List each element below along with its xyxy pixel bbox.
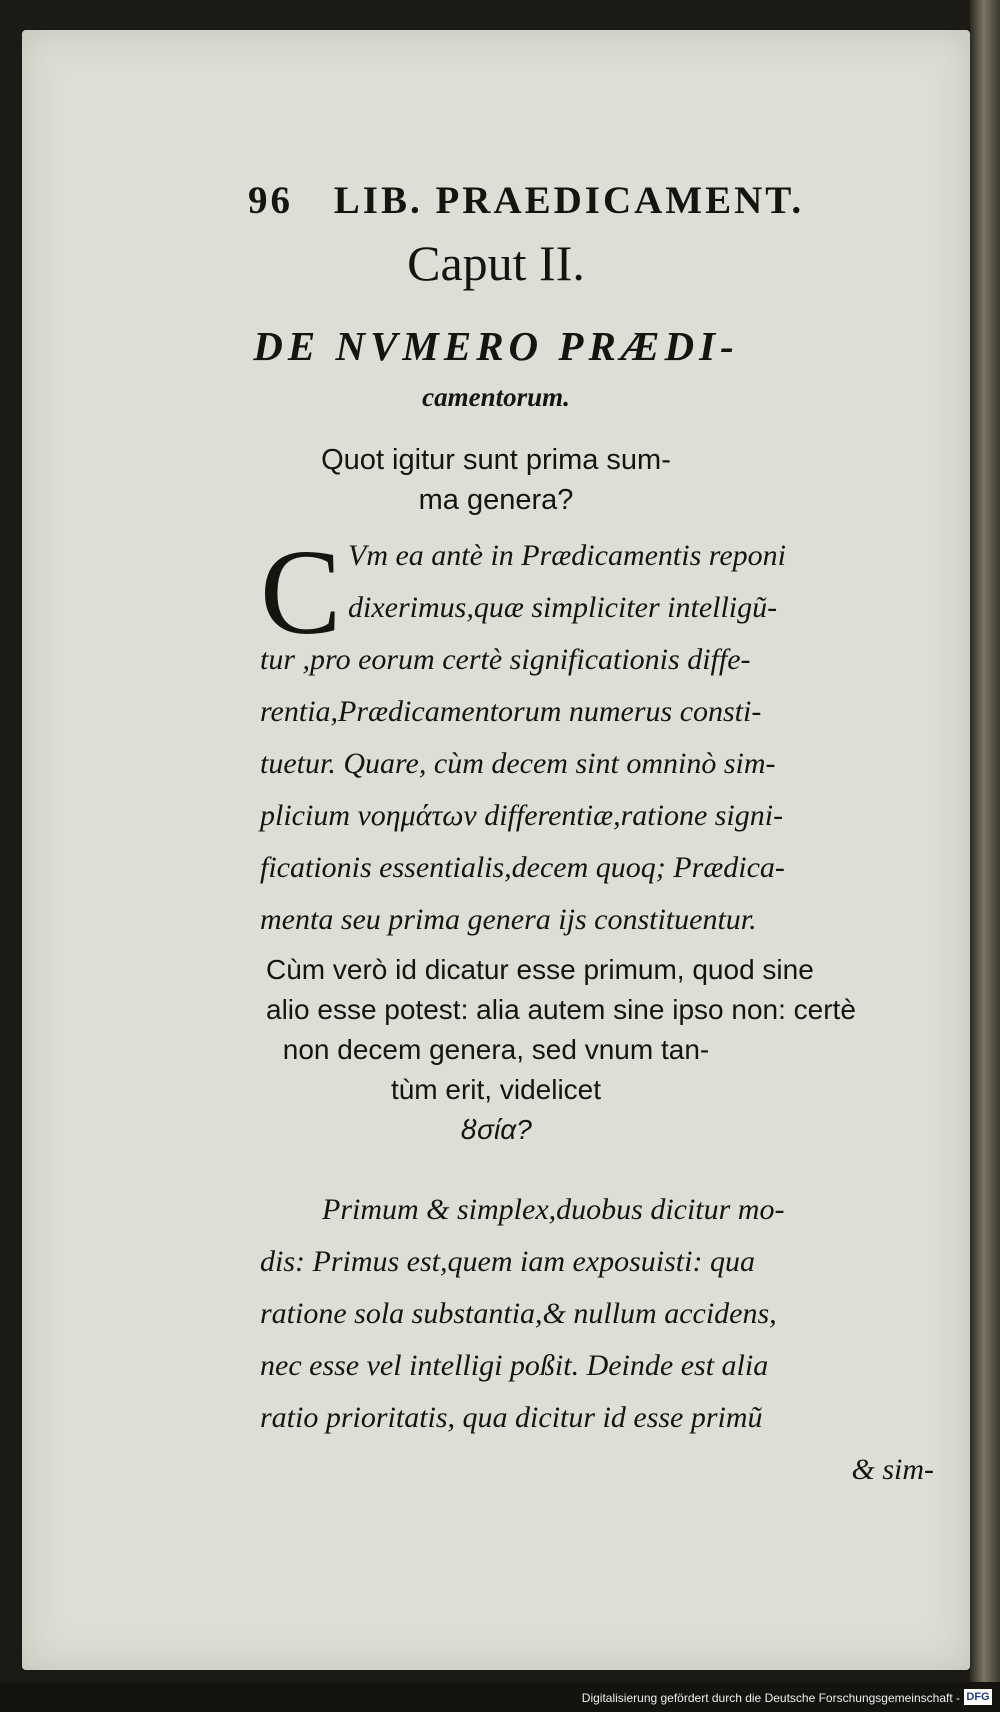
- answer-1-line: menta seu prima genera ijs constituentur.: [260, 903, 757, 936]
- question-2-line: Cùm verò id dicatur esse primum, quod sine: [266, 954, 814, 985]
- drop-cap: C: [260, 525, 342, 660]
- answer-2-line: dis: Primus est,quem iam exposuisti: qua: [260, 1245, 755, 1278]
- dfg-logo: DFG: [964, 1689, 992, 1705]
- answer-1-line: dixerimus,quæ simpliciter intelligũ-: [348, 591, 778, 624]
- running-title: LIB. PRAEDICAMENT.: [333, 179, 805, 222]
- answer-2-line: ratione sola substantia,& nullum accidens,: [260, 1297, 777, 1330]
- question-2: [22, 950, 970, 1150]
- answer-2-line: nec esse vel intelligi poßit. Deinde est alia: [260, 1349, 769, 1382]
- answer-1: [260, 525, 950, 946]
- page-number: 96: [248, 179, 293, 222]
- answer-1-line: Vm ea antè in Prædicamentis reponi: [348, 539, 786, 572]
- answer-1-line: tur ,pro eorum certè significationis diffe-: [260, 643, 751, 676]
- question-1-line: Quot igitur sunt prima sum-: [321, 444, 671, 476]
- answer-1-line: plicium νοημάτων differentiæ,ratione signi-: [260, 799, 784, 832]
- chapter-heading: Caput II.: [407, 235, 585, 291]
- question-2-line: ȣσία?: [460, 1114, 532, 1145]
- answer-2: [260, 1184, 950, 1496]
- running-head: [248, 178, 948, 223]
- question-2-line: alio esse potest: alia autem sine ipso non: certè: [266, 994, 856, 1025]
- chapter-title-line-1: DE NVMERO PRÆDI-: [253, 323, 739, 369]
- answer-1-line: tuetur. Quare, cùm decem sint omninò sim-: [260, 747, 776, 780]
- question-1: [22, 440, 970, 520]
- answer-2-line: & sim-: [851, 1453, 934, 1486]
- answer-2-line: ratio prioritatis, qua dicitur id esse primũ: [260, 1401, 763, 1434]
- answer-1-line: ficationis essentialis,decem quoq; Prædica-: [260, 851, 785, 884]
- answer-2-line: Primum & simplex,duobus dicitur mo-: [322, 1193, 785, 1226]
- question-2-line: non decem genera, sed vnum tan-: [282, 1034, 710, 1065]
- question-2-line: tùm erit, videlicet: [390, 1074, 602, 1105]
- answer-1-line: rentia,Prædicamentorum numerus consti-: [260, 695, 762, 728]
- question-1-line: ma genera?: [418, 484, 574, 516]
- footer-credit: Digitalisierung gefördert durch die Deutsche Forschungsgemeinschaft -: [581, 1691, 960, 1705]
- digitization-footer: [0, 1682, 1000, 1712]
- page-edge: [970, 0, 1000, 1712]
- book-page: [22, 30, 970, 1670]
- chapter-title-line-2: camentorum.: [422, 382, 570, 412]
